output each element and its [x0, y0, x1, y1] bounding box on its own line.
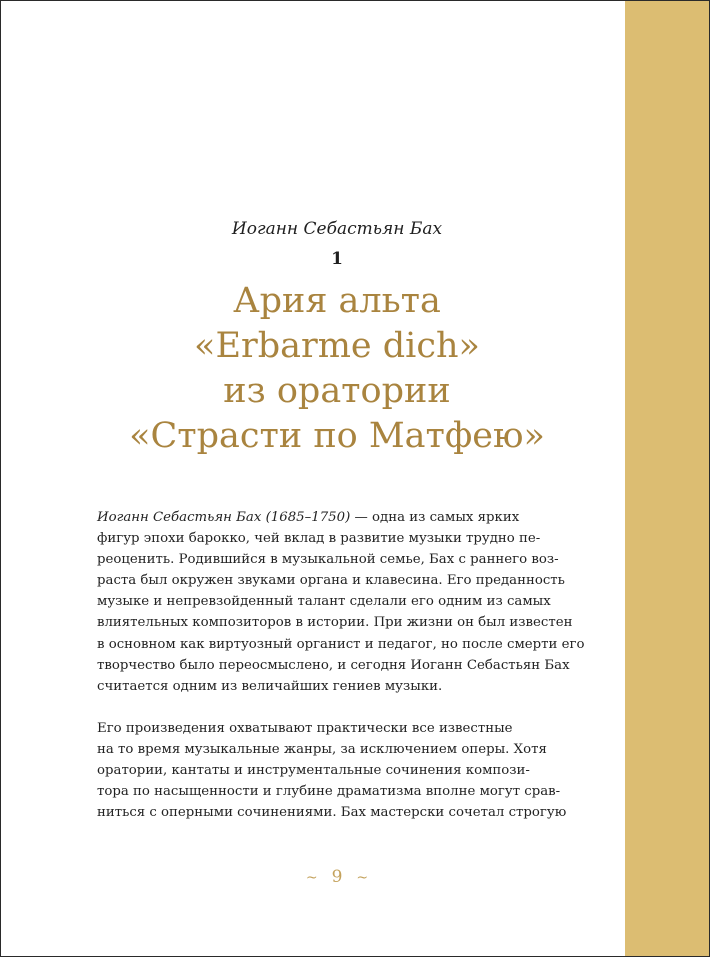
- paragraph-line: [97, 507, 577, 528]
- decorative-side-band: [625, 1, 709, 956]
- paragraph-line: фигур эпохи барокко, чей вклад в развитие музыки трудно пе-: [97, 531, 541, 547]
- paragraph-line: раста был окружен звуками органа и клавесина. Его преданность: [97, 573, 565, 589]
- folio-ornament-left: ~: [305, 870, 318, 886]
- paragraph-line: музыке и непревзойденный талант сделали его одним из самых: [97, 594, 551, 610]
- composer-name: Иоганн Себастьян Бах: [231, 219, 443, 239]
- paragraph-line: тора по насыщенности и глубине драматизма вполне могут срав-: [97, 784, 561, 800]
- page-content: [97, 215, 585, 823]
- paragraph-line: оратории, кантаты и инструментальные сочинения компози-: [97, 763, 530, 779]
- chapter-number: 1: [331, 249, 343, 269]
- paragraph-line: в основном как виртуозный органист и педагог, но после смерти его: [97, 636, 585, 652]
- composer-lead: Иоганн Себастьян Бах (1685–1750): [97, 510, 351, 525]
- title-line: «Erbarme dich»: [194, 326, 480, 366]
- page-number: 9: [331, 867, 343, 887]
- paragraph-line: реоценить. Родившийся в музыкальной семье, Бах с раннего воз-: [97, 552, 559, 568]
- chapter-title: [97, 279, 577, 459]
- paragraph-line: влиятельных композиторов в истории. При жизни он был известен: [97, 615, 573, 631]
- folio-ornament-right: ~: [356, 870, 369, 886]
- page-folio: [97, 867, 577, 887]
- title-line: Ария альта: [233, 281, 441, 321]
- paragraph-line: ниться с оперными сочинениями. Бах мастерски сочетал строгую: [97, 805, 567, 821]
- line-text: — одна из самых ярких: [350, 510, 520, 525]
- paragraph-line: творчество было переосмыслено, и сегодня Иоганн Себастьян Бах: [97, 657, 570, 673]
- paragraph-line: считается одним из величайших гениев музыки.: [97, 678, 443, 694]
- body-paragraph: [97, 718, 577, 823]
- paragraph-line: Его произведения охватывают практически все известные: [97, 720, 513, 736]
- title-line: из оратории: [223, 371, 451, 411]
- paragraph-line: на то время музыкальные жанры, за исключением оперы. Хотя: [97, 741, 547, 757]
- title-line: «Страсти по Матфею»: [129, 416, 545, 456]
- body-paragraph: [97, 507, 585, 697]
